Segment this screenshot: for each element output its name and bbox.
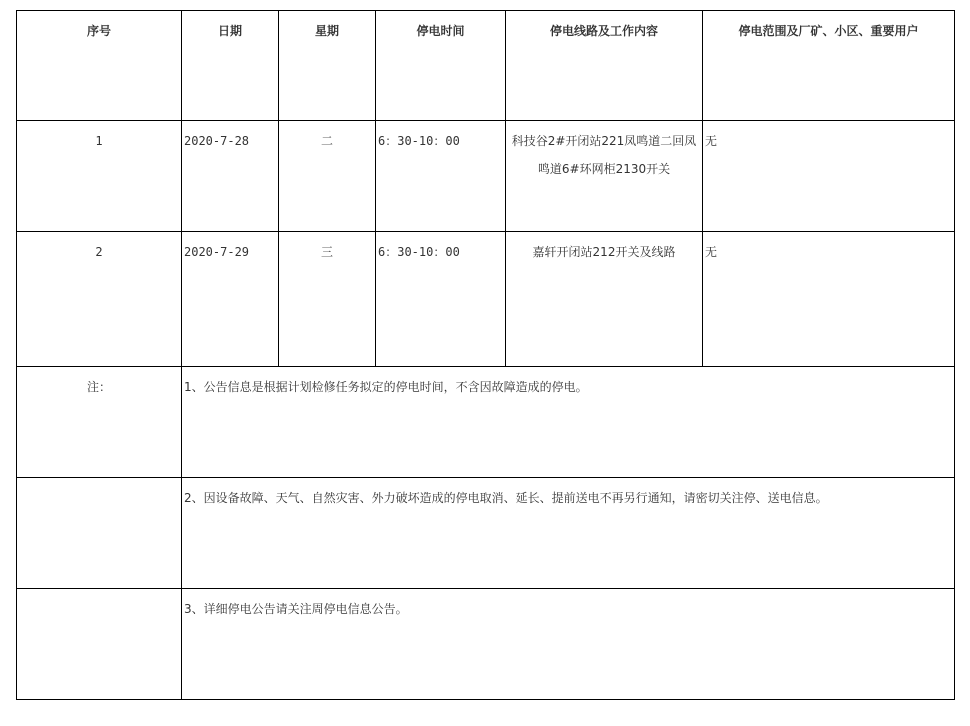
cell-weekday: 二	[279, 121, 376, 232]
cell-date: 2020-7-28	[182, 121, 279, 232]
cell-scope: 无	[703, 232, 955, 367]
header-date: 日期	[182, 11, 279, 121]
note-row	[17, 478, 955, 589]
note-text: 2、因设备故障、天气、自然灾害、外力破坏造成的停电取消、延长、提前送电不再另行通知，请密切关注停、送电信息。	[182, 478, 955, 589]
header-weekday: 星期	[279, 11, 376, 121]
header-time: 停电时间	[376, 11, 506, 121]
note-text: 3、详细停电公告请关注周停电信息公告。	[182, 589, 955, 700]
note-row	[17, 589, 955, 700]
cell-index: 2	[17, 232, 182, 367]
note-row	[17, 367, 955, 478]
table-row	[17, 121, 955, 232]
cell-date: 2020-7-29	[182, 232, 279, 367]
cell-work: 科技谷2#开闭站221凤鸣道二回凤鸣道6#环网柜2130开关	[506, 121, 703, 232]
cell-time: 6：30-10：00	[376, 121, 506, 232]
header-work: 停电线路及工作内容	[506, 11, 703, 121]
note-text: 1、公告信息是根据计划检修任务拟定的停电时间，不含因故障造成的停电。	[182, 367, 955, 478]
table-row	[17, 232, 955, 367]
table-header-row	[17, 11, 955, 121]
cell-weekday: 三	[279, 232, 376, 367]
cell-scope: 无	[703, 121, 955, 232]
header-scope: 停电范围及厂矿、小区、重要用户	[703, 11, 955, 121]
cell-index: 1	[17, 121, 182, 232]
outage-schedule-table	[16, 10, 955, 700]
cell-time: 6：30-10：00	[376, 232, 506, 367]
note-label-empty	[17, 589, 182, 700]
header-index: 序号	[17, 11, 182, 121]
note-label-empty	[17, 478, 182, 589]
note-label: 注：	[17, 367, 182, 478]
cell-work: 嘉轩开闭站212开关及线路	[506, 232, 703, 367]
